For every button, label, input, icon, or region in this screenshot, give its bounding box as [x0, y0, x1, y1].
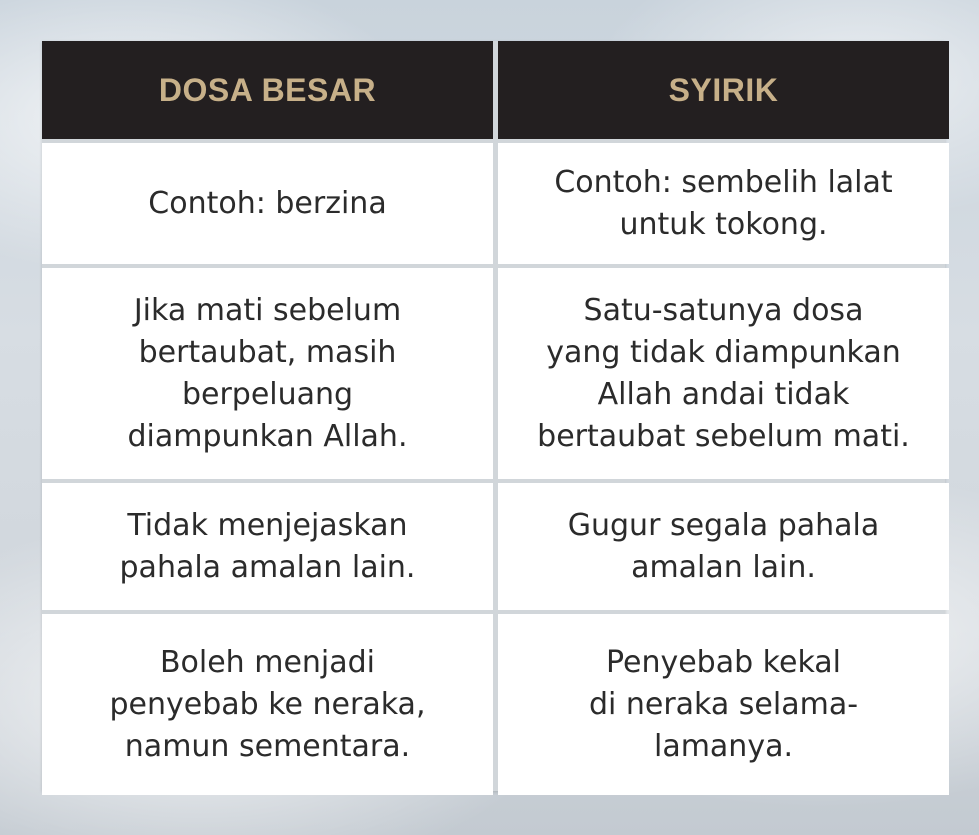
table-cell-row2-dosa-besar: [42, 268, 493, 479]
comparison-table: [42, 41, 945, 791]
header-syirik: [498, 41, 949, 139]
table-cell-row1-syirik: [498, 143, 949, 264]
table-cell-row3-syirik: [498, 483, 949, 610]
header-syirik-label: SYIRIK: [668, 72, 779, 108]
cell-text: Gugur segala pahala amalan lain.: [567, 507, 880, 585]
cell-text: Jika mati sebelum bertaubat, masih berpeluang diampunkan Allah.: [127, 292, 408, 454]
table-cell-row1-dosa-besar: [42, 143, 493, 264]
cell-text: Contoh: berzina: [148, 185, 387, 221]
table-cell-row3-dosa-besar: [42, 483, 493, 610]
cell-text: Contoh: sembelih lalat untuk tokong.: [554, 164, 893, 242]
header-dosa-besar-label: DOSA BESAR: [158, 72, 377, 108]
table-cell-row4-syirik: [498, 614, 949, 795]
cell-text: Penyebab kekal di neraka selama- lamanya.: [588, 644, 859, 764]
table-cell-row2-syirik: [498, 268, 949, 479]
cell-text: Tidak menjejaskan pahala amalan lain.: [119, 507, 416, 585]
cell-text: Satu-satunya dosa yang tidak diampunkan Allah andai tidak bertaubat sebelum mati.: [537, 292, 910, 454]
header-dosa-besar: [42, 41, 493, 139]
cell-text: Boleh menjadi penyebab ke neraka, namun sementara.: [109, 644, 426, 764]
table-cell-row4-dosa-besar: [42, 614, 493, 795]
